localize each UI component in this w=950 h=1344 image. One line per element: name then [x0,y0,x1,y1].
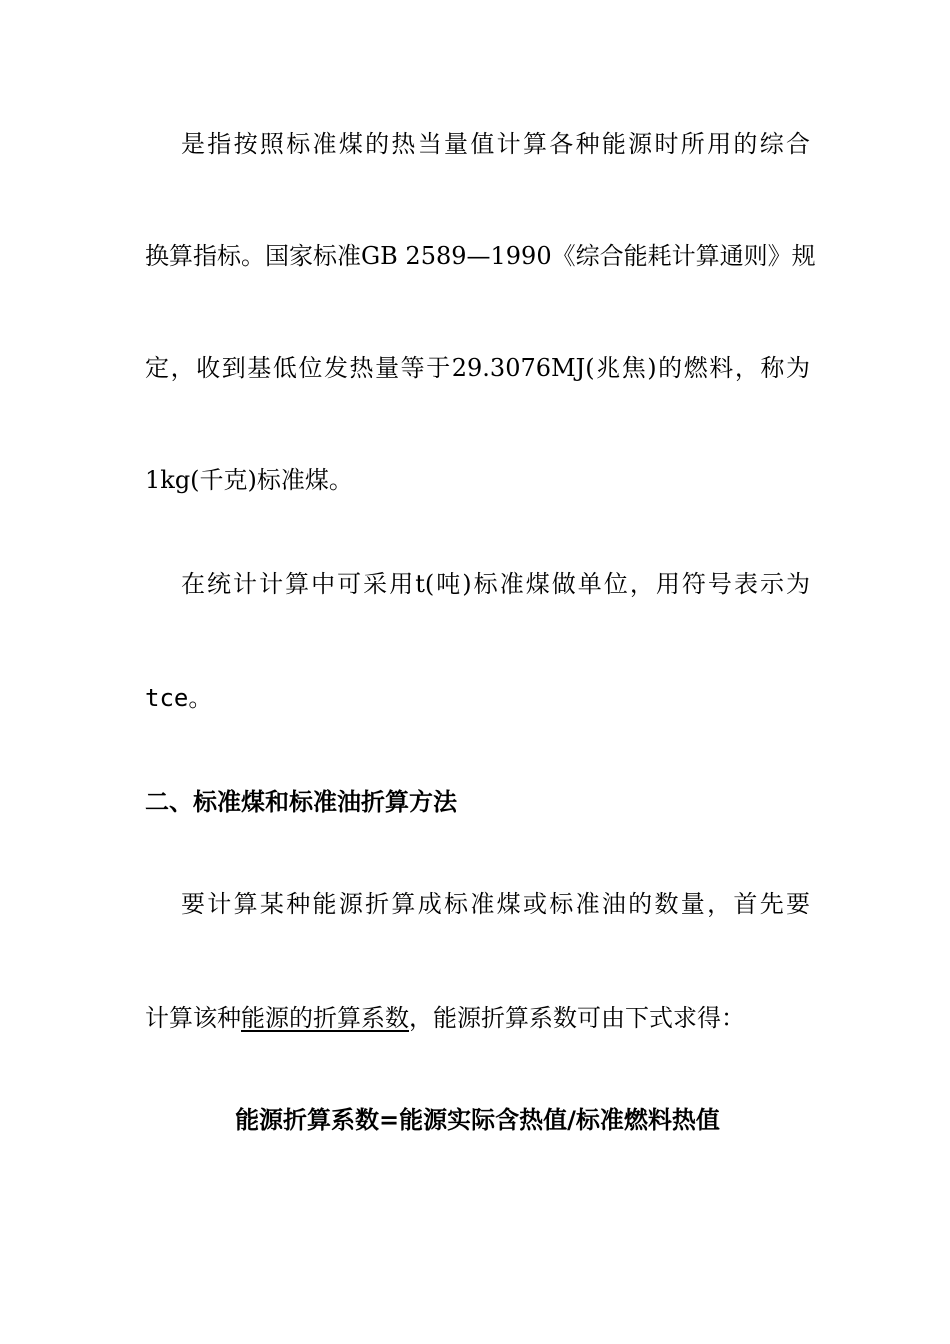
paragraph-3-line-2-post: ，能源折算系数可由下式求得： [409,1004,745,1032]
paragraph-2-line-2 [145,682,810,714]
tce-symbol: tce [145,684,189,712]
conversion-factor-link[interactable]: 能源的折算系数 [241,1004,409,1032]
paragraph-1-line-3: 定，收到基低位发热量等于29.3076MJ(兆焦)的燃料，称为 [145,354,810,382]
formula: 能源折算系数=能源实际含热值/标准燃料热值 [235,1106,720,1134]
paragraph-3-line-1: 要计算某种能源折算成标准煤或标准油的数量，首先要 [181,890,810,918]
paragraph-2-line-2-end: 。 [188,684,213,712]
paragraph-1-line-2: 换算指标。国家标准GB 2589—1990《综合能耗计算通则》规 [145,242,816,270]
section-heading: 二、标准煤和标准油折算方法 [145,788,457,816]
paragraph-1-line-1: 是指按照标准煤的热当量值计算各种能源时所用的综合 [181,130,810,158]
paragraph-1-line-4: 1kg(千克)标准煤。 [145,466,353,494]
paragraph-3-line-2 [145,1002,810,1034]
paragraph-3-line-2-pre: 计算该种 [145,1004,241,1032]
paragraph-2-line-1: 在统计计算中可采用t(吨)标准煤做单位，用符号表示为 [181,570,810,598]
